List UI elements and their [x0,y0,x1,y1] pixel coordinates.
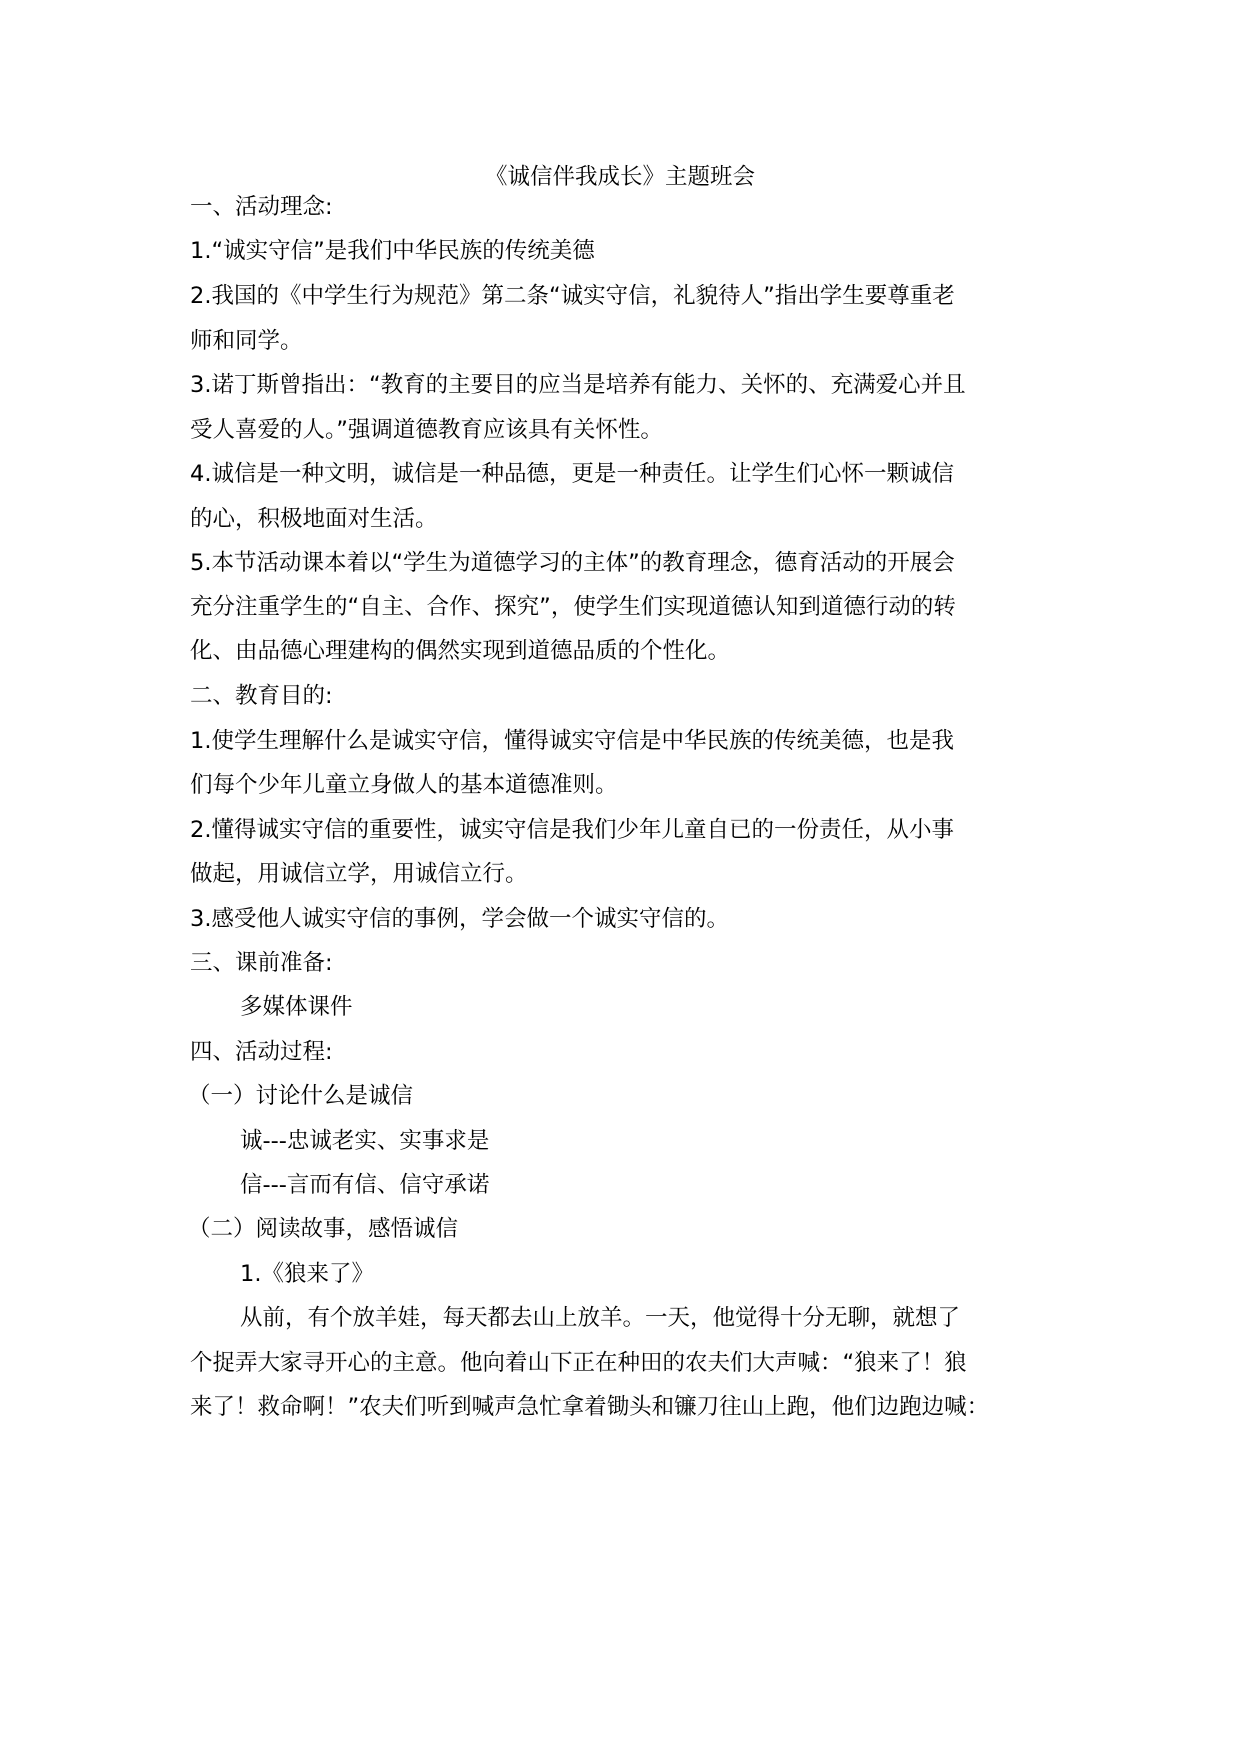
paragraph-line: 做起，用诚信立学，用诚信立行。 [190,861,528,887]
paragraph-line: 3.感受他人诚实守信的事例，学会做一个诚实守信的。 [190,906,729,932]
paragraph-line: 化、由品德心理建构的偶然实现到道德品质的个性化。 [190,638,731,664]
paragraph-line: 个捉弄大家寻开心的主意。他向着山下正在种田的农夫们大声喊：“狼来了！狼 [190,1350,967,1376]
subsection-heading: （一）讨论什么是诚信 [188,1083,414,1109]
paragraph-line: 来了！救命啊！”农夫们听到喊声急忙拿着锄头和镰刀往山上跑，他们边跑边喊： [190,1394,990,1420]
paragraph-line: 3.诺丁斯曾指出：“教育的主要目的应当是培养有能力、关怀的、充满爱心并且 [190,372,966,398]
section-heading-activity-concept: 一、活动理念: [190,194,333,220]
paragraph-line: 多媒体课件 [240,994,353,1020]
paragraph-line: 5.本节活动课本着以“学生为道德学习的主体”的教育理念，德育活动的开展会 [190,550,955,576]
paragraph-line: 诚---忠诚老实、实事求是 [240,1128,490,1154]
paragraph-line: 1.“诚实守信”是我们中华民族的传统美德 [190,238,595,264]
subsection-heading: （二）阅读故事，感悟诚信 [188,1216,459,1242]
paragraph-line: 2.我国的《中学生行为规范》第二条“诚实守信，礼貌待人”指出学生要尊重老 [190,283,955,309]
paragraph-line: 充分注重学生的“自主、合作、探究”，使学生们实现道德认知到道德行动的转 [190,594,956,620]
section-heading-preparation: 三、课前准备: [190,950,333,976]
paragraph-line: 师和同学。 [190,328,303,354]
paragraph-line: 的心，积极地面对生活。 [190,506,438,532]
section-heading-education-goals: 二、教育目的: [190,683,333,709]
story-title: 1.《狼来了》 [240,1261,374,1287]
paragraph-line: 2.懂得诚实守信的重要性，诚实守信是我们少年儿童自已的一份责任，从小事 [190,817,954,843]
paragraph-line: 受人喜爱的人。”强调道德教育应该具有关怀性。 [190,417,663,443]
paragraph-line: 1.使学生理解什么是诚实守信，懂得诚实守信是中华民族的传统美德，也是我 [190,728,954,754]
document-title: 《诚信伴我成长》主题班会 [484,164,755,190]
paragraph-line: 4.诚信是一种文明，诚信是一种品德，更是一种责任。让学生们心怀一颗诚信 [190,461,954,487]
paragraph-line: 们每个少年儿童立身做人的基本道德准则。 [190,772,618,798]
paragraph-line: 信---言而有信、信守承诺 [240,1172,490,1198]
paragraph-line: 从前，有个放羊娃，每天都去山上放羊。一天，他觉得十分无聊，就想了 [240,1305,961,1331]
section-heading-activity-process: 四、活动过程: [190,1039,333,1065]
